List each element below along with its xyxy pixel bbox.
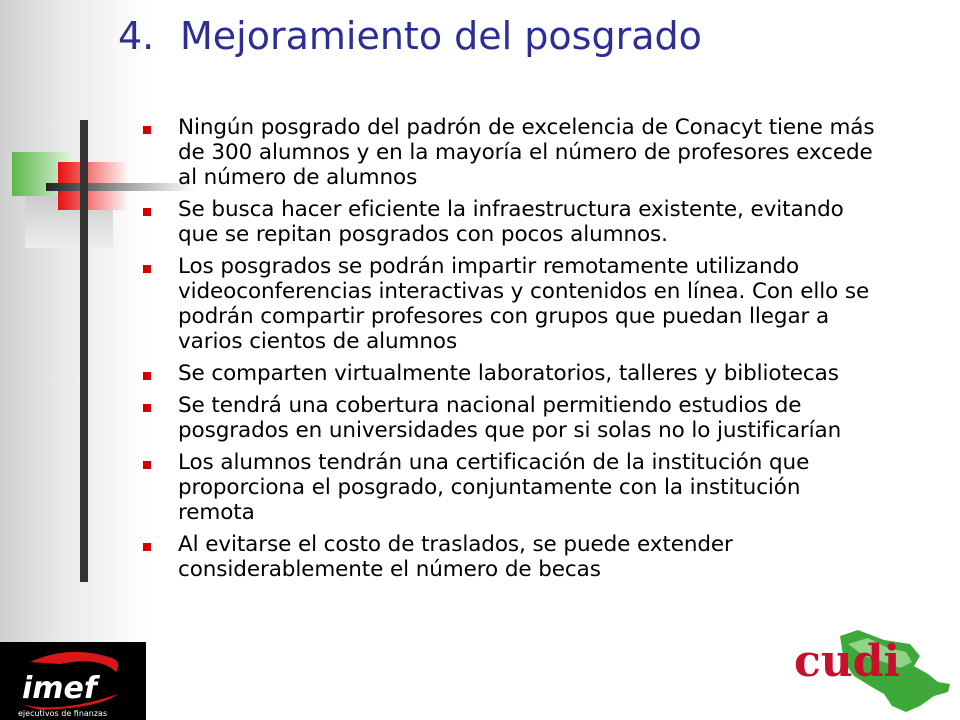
bullet-square-icon — [143, 372, 151, 380]
bullet-square-icon — [143, 404, 151, 412]
bullet-list — [143, 115, 883, 589]
svg-text:cudi: cudi — [794, 636, 901, 687]
bullet-item: Se tendrá una cobertura nacional permitiendo estudios de posgrados en universidades que por si solas no lo justificarían — [143, 393, 883, 443]
bullet-square-icon — [143, 208, 151, 216]
imef-logo — [0, 642, 146, 720]
bullet-square-icon — [143, 126, 151, 134]
svg-text:ejecutivos de finanzas: ejecutivos de finanzas — [18, 709, 108, 718]
bullet-item: Se busca hacer eficiente la infraestructura existente, evitando que se repitan posgrados con pocos alumnos. — [143, 197, 883, 247]
bullet-square-icon — [143, 461, 151, 469]
deco-vertical-bar — [80, 120, 88, 582]
bullet-square-icon — [143, 265, 151, 273]
title-number: 4. — [118, 14, 155, 58]
title-text: Mejoramiento del posgrado — [180, 14, 702, 58]
slide-title — [118, 14, 702, 58]
bullet-item: Se comparten virtualmente laboratorios, talleres y bibliotecas — [143, 361, 883, 386]
bullet-item: Ningún posgrado del padrón de excelencia de Conacyt tiene más de 300 alumnos y en la mayoría el número de profesores excede al número de alumnos — [143, 115, 883, 190]
cudi-logo — [788, 626, 960, 720]
bullet-square-icon — [143, 543, 151, 551]
svg-text:imef: imef — [22, 671, 97, 706]
bullet-item: Al evitarse el costo de traslados, se puede extender considerablemente el número de becas — [143, 532, 883, 582]
bullet-item: Los alumnos tendrán una certificación de la institución que proporciona el posgrado, conjuntamente con la institución remota — [143, 450, 883, 525]
bullet-item: Los posgrados se podrán impartir remotamente utilizando videoconferencias interactivas y contenidos en línea. Con ello se podrán compartir profesores con grupos que puedan llegar a varios cientos de alumnos — [143, 254, 883, 354]
